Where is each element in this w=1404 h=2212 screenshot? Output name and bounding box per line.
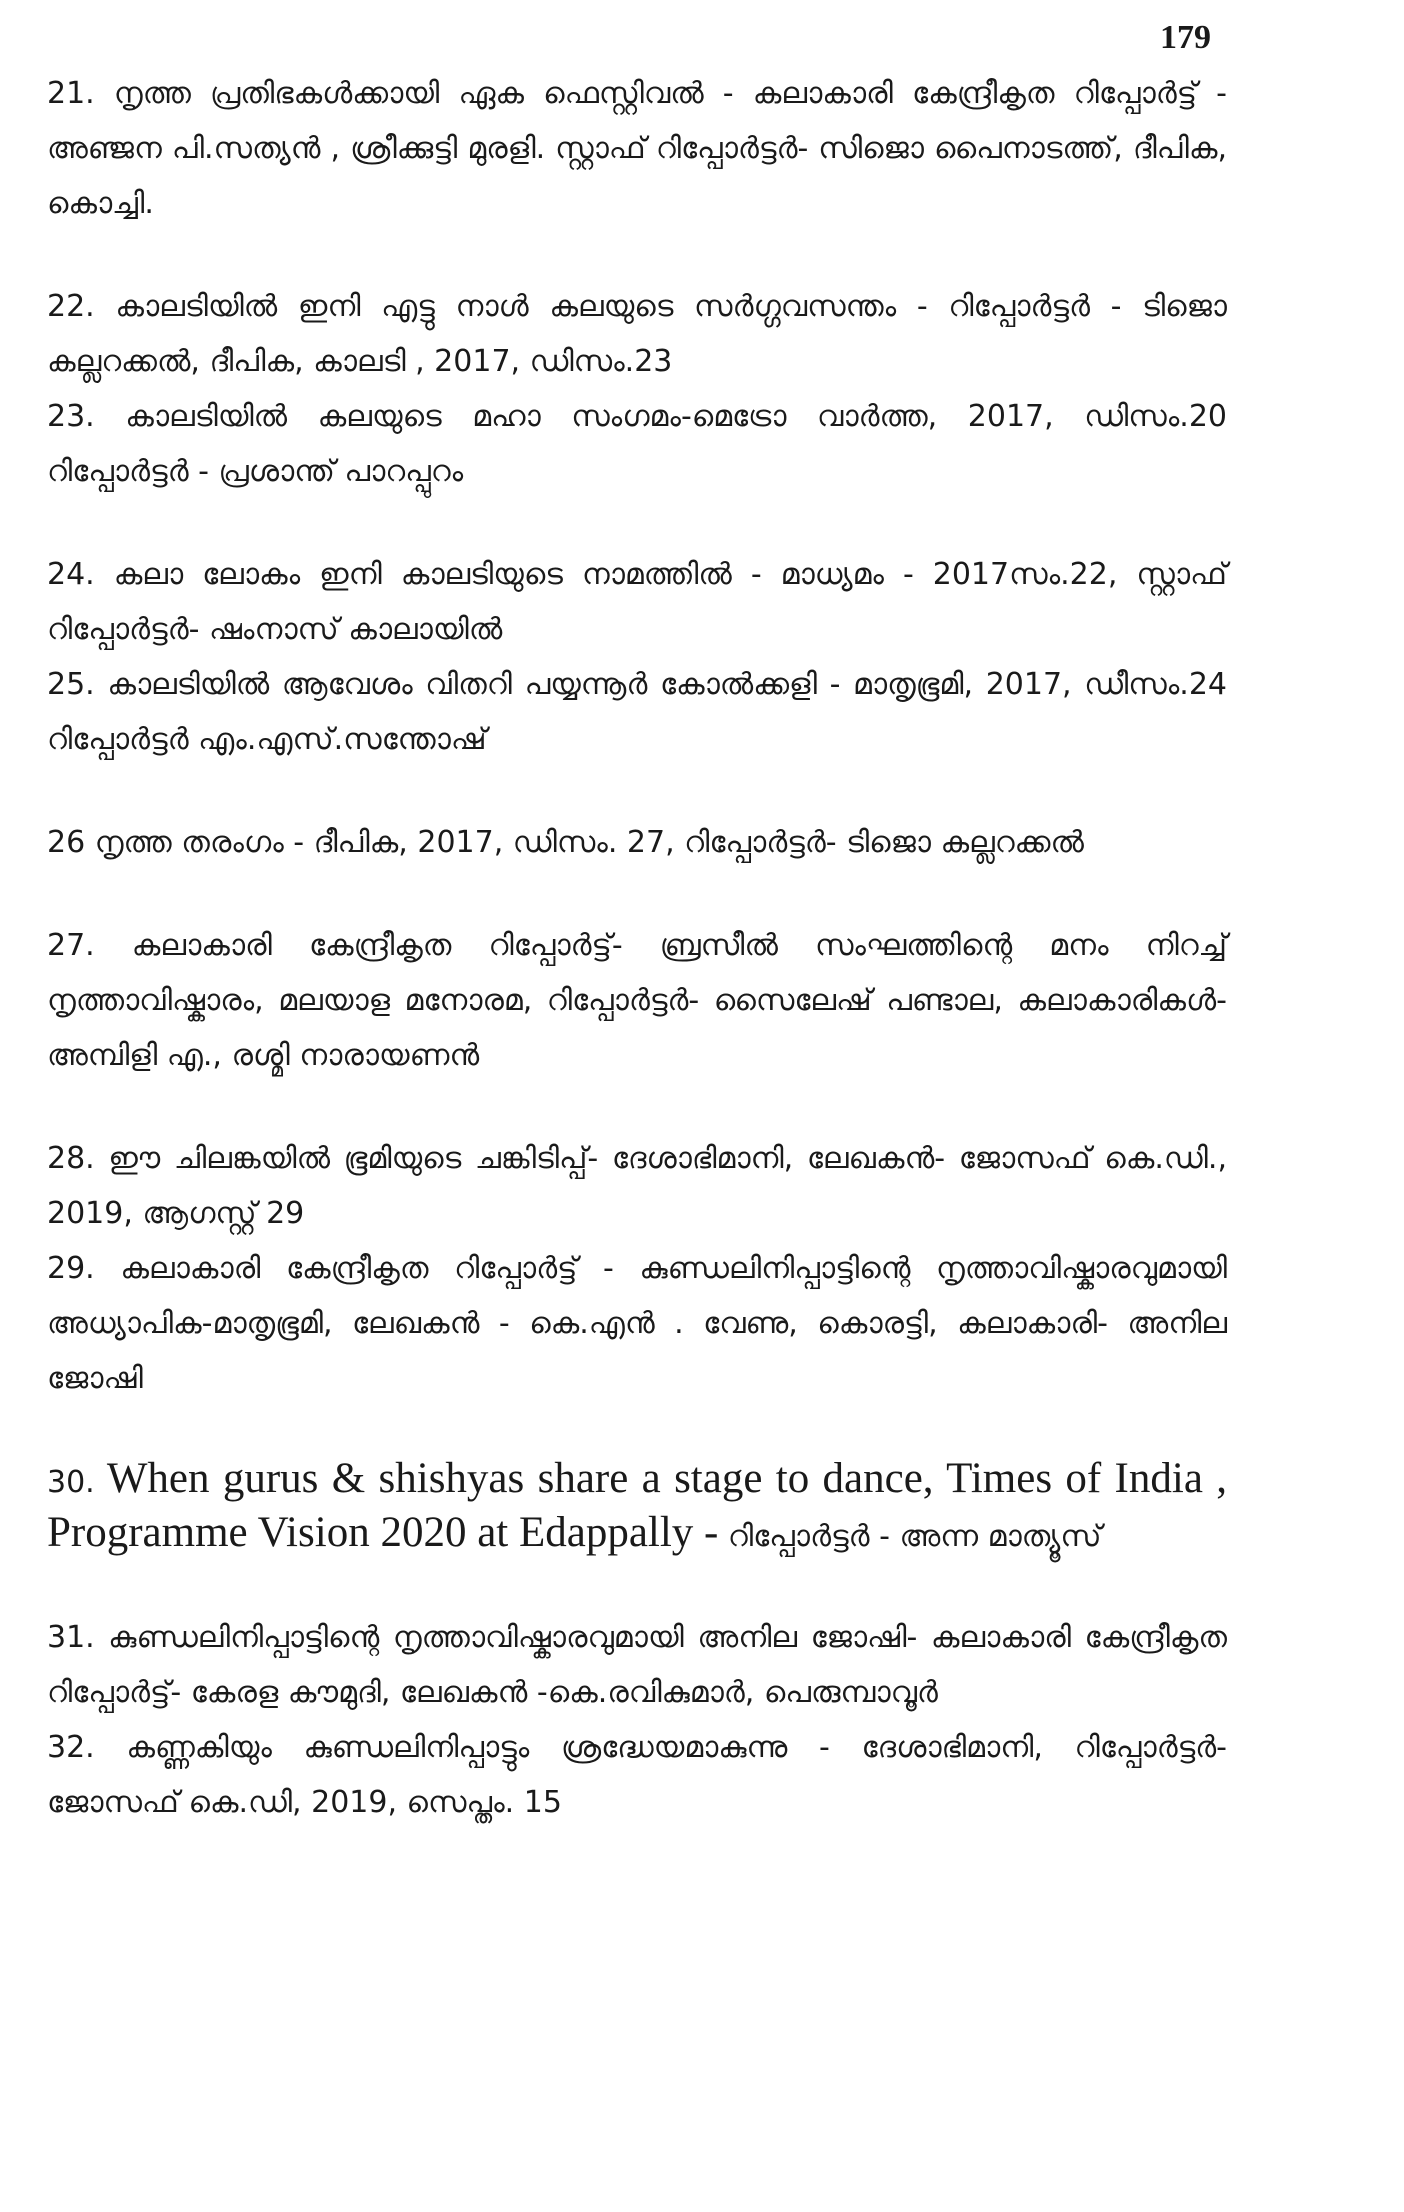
reference-entry-32: 32. കണ്ണകിയും കുണ്ഡലിനിപ്പാട്ടും ശ്രദ്ധേയമാകുന്നു - ദേശാഭിമാനി, റിപ്പോർട്ടർ- ജോസഫ് കെ.ഡി, 2019, സെപ്തം. 15 [47, 1730, 1227, 1820]
english-title: When gurus & shishyas share a stage to dance, Times of India , Programme Vision 2020 at Edappally - [47, 1455, 1227, 1556]
reference-entry-29: 29. കലാകാരി കേന്ദ്രീകൃത റിപ്പോർട്ട് - കുണ്ഡലിനിപ്പാട്ടിന്റെ നൃത്താവിഷ്കാരവുമായി അധ്യാപിക-മാതൃഭൂമി, ലേഖകൻ - കെ.എൻ . വേണു, കൊരട്ടി, കലാകാരി- അനില ജോഷി [47, 1251, 1227, 1396]
reference-entry-23: 23. കാലടിയിൽ കലയുടെ മഹാ സംഗമം-മെട്രോ വാർത്ത, 2017, ഡിസം.20 റിപ്പോർട്ടർ - പ്രശാന്ത് പാറപ്പുറം [47, 399, 1227, 489]
reference-entry-22: 22. കാലടിയിൽ ഇനി എട്ടു നാൾ കലയുടെ സർഗ്ഗവസന്തം - റിപ്പോർട്ടർ - ടിജൊ കല്ലറക്കൽ, ദീപിക, കാലടി , 2017, ഡിസം.23 [47, 289, 1227, 379]
reference-entry-24: 24. കലാ ലോകം ഇനി കാലടിയുടെ നാമത്തിൽ - മാധ്യമം - 2017സം.22, സ്റ്റാഫ് റിപ്പോർട്ടർ- ഷംനാസ് കാലായിൽ [47, 557, 1227, 647]
reference-entry-30 [47, 1454, 1227, 1562]
reference-list [47, 66, 1227, 1830]
reference-entry-27: 27. കലാകാരി കേന്ദ്രീകൃത റിപ്പോർട്ട്- ബ്രസീൽ സംഘത്തിന്റെ മനം നിറച്ച് നൃത്താവിഷ്കാരം, മലയാള മനോരമ, റിപ്പോർട്ടർ- സൈലേഷ് പണ്ടാല, കലാകാരികൾ- അമ്പിളി എ., രശ്മി നാരായണൻ [47, 928, 1227, 1073]
reference-entry-25: 25. കാലടിയിൽ ആവേശം വിതറി പയ്യന്നൂർ കോൽക്കളി - മാതൃഭൂമി, 2017, ഡീസം.24 റിപ്പോർട്ടർ എം.എസ്.സന്തോഷ് [47, 667, 1227, 757]
reference-number: 30. [47, 1465, 95, 1500]
reference-entry-31: 31. കുണ്ഡലിനിപ്പാട്ടിന്റെ നൃത്താവിഷ്കാരവുമായി അനില ജോഷി- കലാകാരി കേന്ദ്രീകൃത റിപ്പോർട്ട്- കേരള കൗമുദി, ലേഖകൻ -കെ.രവികുമാർ, പെരുമ്പാവൂർ [47, 1620, 1227, 1710]
reference-entry-26: 26 നൃത്ത തരംഗം - ദീപിക, 2017, ഡിസം. 27, റിപ്പോർട്ടർ- ടിജൊ കല്ലറക്കൽ [47, 825, 1084, 860]
reference-entry-28: 28. ഈ ചിലങ്കയിൽ ഭൂമിയുടെ ചങ്കിടിപ്പ്- ദേശാഭിമാനി, ലേഖകൻ- ജോസഫ് കെ.ഡി., 2019, ആഗസ്റ്റ് 29 [47, 1141, 1227, 1231]
page-number: 179 [1160, 19, 1211, 56]
reference-entry-21: 21. നൃത്ത പ്രതിഭകൾക്കായി ഏക ഫെസ്റ്റിവൽ - കലാകാരി കേന്ദ്രീകൃത റിപ്പോർട്ട് - അഞ്ജന പി.സത്യൻ , ശ്രീക്കുട്ടി മുരളി. സ്റ്റാഫ് റിപ്പോർട്ടർ- സിജൊ പൈനാടത്ത്, ദീപിക, കൊച്ചി. [47, 76, 1227, 221]
reporter-credit: റിപ്പോർട്ടർ - അന്ന മാത്യൂസ് [727, 1519, 1102, 1554]
